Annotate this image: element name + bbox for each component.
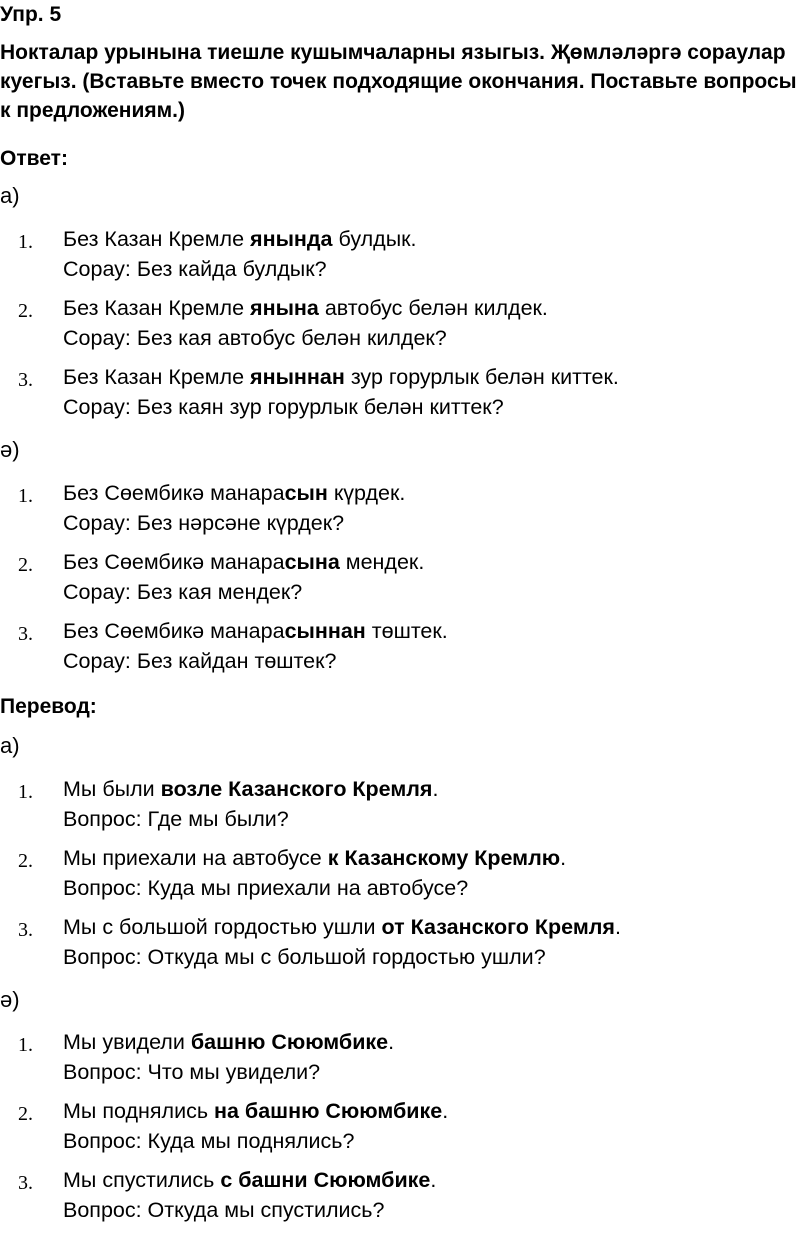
list-item bbox=[0, 1168, 800, 1237]
answer-heading: Ответ: bbox=[0, 147, 68, 170]
item-number: 2. bbox=[18, 554, 33, 576]
item-number: 1. bbox=[18, 485, 33, 507]
question: Сорау: Без каян зур горурлык белән киттек? bbox=[63, 395, 504, 419]
translation-section-ae-list bbox=[0, 1030, 800, 1237]
question: Вопрос: Откуда мы спустились? bbox=[63, 1198, 385, 1222]
list-item bbox=[0, 1030, 800, 1099]
sentence: Мы увидели башню Сююмбике. bbox=[63, 1030, 395, 1054]
question: Вопрос: Что мы увидели? bbox=[63, 1060, 321, 1084]
sentence: Мы были возле Казанского Кремля. bbox=[63, 777, 439, 801]
translation-section-a-list bbox=[0, 777, 800, 984]
list-item bbox=[0, 481, 800, 550]
item-number: 1. bbox=[18, 1034, 33, 1056]
question: Сорау: Без кайдан төштек? bbox=[63, 649, 337, 673]
question: Сорау: Без кая автобус белән килдек? bbox=[63, 326, 447, 350]
question: Вопрос: Откуда мы с большой гордостью ушли? bbox=[63, 945, 546, 969]
sentence: Без Сөембикә манарасына мендек. bbox=[63, 550, 425, 574]
translation-section-a-letter: а) bbox=[0, 733, 20, 758]
sentence: Мы с большой гордостью ушли от Казанского Кремля. bbox=[63, 915, 621, 939]
highlighted-phrase: на башню Сююмбике bbox=[214, 1099, 443, 1123]
sentence: Без Сөембикә манарасын күрдек. bbox=[63, 481, 406, 505]
question: Вопрос: Куда мы поднялись? bbox=[63, 1129, 355, 1153]
highlighted-ending: янына bbox=[250, 296, 319, 320]
highlighted-phrase: от Казанского Кремля bbox=[381, 915, 615, 939]
list-item bbox=[0, 846, 800, 915]
sentence: Мы поднялись на башню Сююмбике. bbox=[63, 1099, 449, 1123]
list-item bbox=[0, 619, 800, 688]
item-number: 3. bbox=[18, 623, 33, 645]
highlighted-phrase: к Казанскому Кремлю bbox=[327, 846, 561, 870]
sentence: Мы приехали на автобусе к Казанскому Кремлю. bbox=[63, 846, 567, 870]
highlighted-ending: сын bbox=[284, 481, 328, 505]
highlighted-ending: сыннан bbox=[284, 619, 366, 643]
translation-heading: Перевод: bbox=[0, 695, 97, 718]
item-number: 3. bbox=[18, 369, 33, 391]
answer-section-ae-list bbox=[0, 481, 800, 688]
item-number: 1. bbox=[18, 781, 33, 803]
highlighted-phrase: с башни Сююмбике bbox=[220, 1168, 431, 1192]
highlighted-phrase: башню Сююмбике bbox=[190, 1030, 389, 1054]
highlighted-ending: яныннан bbox=[250, 365, 345, 389]
highlighted-ending: янында bbox=[250, 227, 333, 251]
list-item bbox=[0, 365, 800, 434]
list-item bbox=[0, 915, 800, 984]
sentence: Без Казан Кремле янында булдык. bbox=[63, 227, 417, 251]
question: Сорау: Без кая мендек? bbox=[63, 580, 303, 604]
exercise-title: Упр. 5 bbox=[0, 3, 62, 26]
item-number: 1. bbox=[18, 231, 33, 253]
sentence: Без Казан Кремле яныннан зур горурлык белән киттек. bbox=[63, 365, 619, 389]
item-number: 2. bbox=[18, 300, 33, 322]
answer-section-a-letter: а) bbox=[0, 183, 20, 208]
sentence: Без Сөембикә манарасыннан төштек. bbox=[63, 619, 448, 643]
highlighted-ending: сына bbox=[284, 550, 340, 574]
task-text: Нокталар урынына тиешле кушымчаларны языгыз. Җөмләләргә сораулар куегыз. (Вставьте вместо точек подходящие окончания. Поставьте вопросы к предложениям.) bbox=[0, 41, 797, 122]
question: Сорау: Без кайда булдык? bbox=[63, 257, 327, 281]
item-number: 2. bbox=[18, 1103, 33, 1125]
question: Сорау: Без нәрсәне күрдек? bbox=[63, 511, 345, 535]
question: Вопрос: Куда мы приехали на автобусе? bbox=[63, 876, 469, 900]
sentence: Мы спустились с башни Сююмбике. bbox=[63, 1168, 437, 1192]
answer-section-a-list bbox=[0, 227, 800, 434]
list-item bbox=[0, 227, 800, 296]
question: Вопрос: Где мы были? bbox=[63, 807, 289, 831]
item-number: 3. bbox=[18, 1172, 33, 1194]
list-item bbox=[0, 777, 800, 846]
list-item bbox=[0, 550, 800, 619]
sentence: Без Казан Кремле янына автобус белән килдек. bbox=[63, 296, 548, 320]
list-item bbox=[0, 1099, 800, 1168]
item-number: 2. bbox=[18, 850, 33, 872]
highlighted-phrase: возле Казанского Кремля bbox=[160, 777, 433, 801]
translation-section-ae-letter: ә) bbox=[0, 987, 20, 1012]
item-number: 3. bbox=[18, 919, 33, 941]
answer-section-ae-letter: ә) bbox=[0, 437, 20, 462]
list-item bbox=[0, 296, 800, 365]
